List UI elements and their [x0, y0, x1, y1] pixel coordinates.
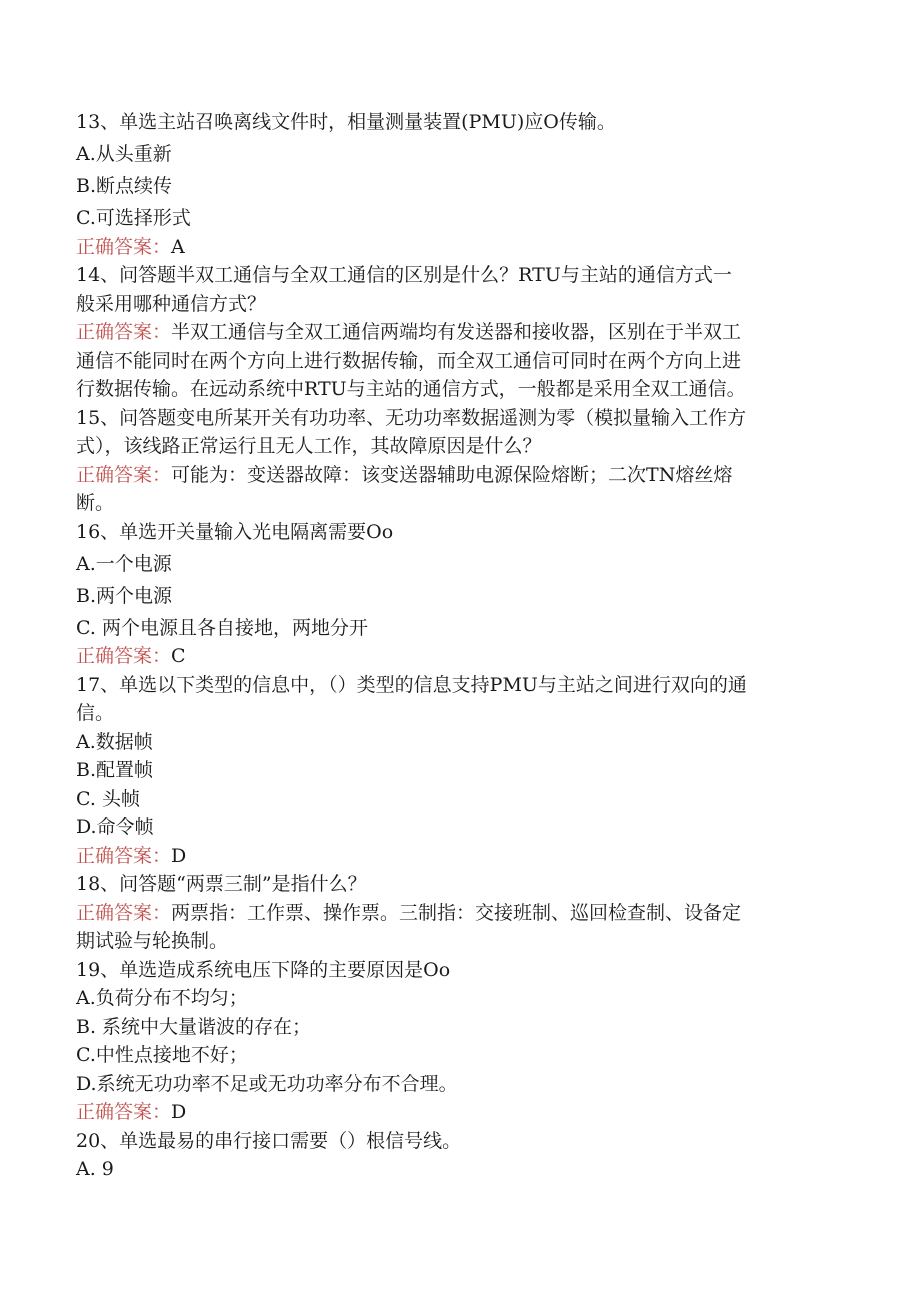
answer-text: 通信不能同时在两个方向上进行数据传输，而全双工通信可同时在两个方向上进: [76, 349, 742, 372]
answer-text: A: [171, 235, 185, 258]
answer-text: 可能为：变送器故障：该变送器辅助电源保险熔断；二次TN熔丝熔: [171, 463, 733, 486]
answer-text: D: [171, 1101, 187, 1123]
answer-line: [76, 642, 846, 671]
answer-line: [76, 233, 846, 262]
answer-label: 正确答案：: [76, 645, 172, 667]
option-line: D.命令帧: [76, 816, 154, 838]
answer-line: [76, 347, 846, 376]
answer-label: 正确答案：: [76, 321, 172, 343]
answer-label: 正确答案：: [76, 235, 172, 258]
answer-line: [76, 489, 846, 518]
answer-line: [76, 318, 846, 347]
answer-text: 期试验与轮换制。: [76, 930, 229, 952]
answer-line: [76, 842, 846, 871]
option-line: C. 头帧: [76, 787, 140, 810]
question-line: 信。: [76, 702, 115, 724]
document-body: [76, 108, 846, 1184]
option-line: B.两个电源: [76, 584, 173, 607]
answer-text: D: [171, 844, 187, 867]
answer-label: 正确答案：: [76, 901, 172, 924]
answer-line: [76, 1098, 846, 1127]
option-line: C.中性点接地不好；: [76, 1044, 248, 1066]
option-line: A.一个电源: [76, 552, 172, 575]
question-line: 14、问答题半双工通信与全双工通信的区别是什么？RTU与主站的通信方式一: [76, 264, 732, 286]
answer-text: 两票指：工作票、操作票。三制指：交接班制、巡回检查制、设备定: [171, 901, 742, 924]
answer-line: [76, 899, 846, 928]
answer-text: 半双工通信与全双工通信两端均有发送器和接收器，区别在于半双工: [171, 321, 742, 343]
question-line: 13、单选主站召唤离线文件时，相量测量装置(PMU)应O传输。: [76, 111, 616, 133]
question-line: 17、单选以下类型的信息中，（）类型的信息支持PMU与主站之间进行双向的通: [76, 673, 747, 696]
question-line: 式），该线路正常运行且无人工作，其故障原因是什么？: [76, 435, 542, 457]
option-line: B.断点续传: [76, 175, 173, 197]
answer-text: 行数据传输。在远动系统中RTU与主站的通信方式，一般都是采用全双工通信。: [76, 378, 746, 400]
question-line: 19、单选造成系统电压下降的主要原因是Oo: [76, 958, 451, 981]
option-line: C. 两个电源且各自接地，两地分开: [76, 616, 368, 639]
answer-text: 断。: [76, 492, 115, 514]
option-line: A. 9: [76, 1158, 114, 1180]
question-line: 20、单选最易的串行接口需要（）根信号线。: [76, 1129, 462, 1152]
answer-label: 正确答案：: [76, 844, 172, 867]
option-line: C.可选择形式: [76, 207, 191, 229]
option-line: A.从头重新: [76, 143, 172, 165]
question-line: 18、问答题“两票三制”是指什么？: [76, 873, 367, 895]
answer-line: [76, 375, 846, 404]
option-line: B. 系统中大量谐波的存在；: [76, 1015, 312, 1038]
option-line: B.配置帧: [76, 759, 154, 781]
option-line: D.系统无功功率不足或无功功率分布不合理。: [76, 1072, 458, 1095]
answer-line: [76, 927, 846, 956]
question-line: 16、单选开关量输入光电隔离需要Oo: [76, 520, 394, 543]
question-line: 15、问答题变电所某开关有功功率、无功功率数据遥测为零（模拟量输入工作方: [76, 406, 747, 429]
question-line: 般采用哪种通信方式？: [76, 292, 267, 315]
option-line: A.数据帧: [76, 730, 153, 753]
option-line: A.负荷分布不均匀；: [76, 987, 248, 1009]
answer-line: [76, 461, 846, 490]
answer-label: 正确答案：: [76, 463, 172, 486]
answer-label: 正确答案：: [76, 1101, 172, 1123]
answer-text: C: [171, 645, 186, 667]
